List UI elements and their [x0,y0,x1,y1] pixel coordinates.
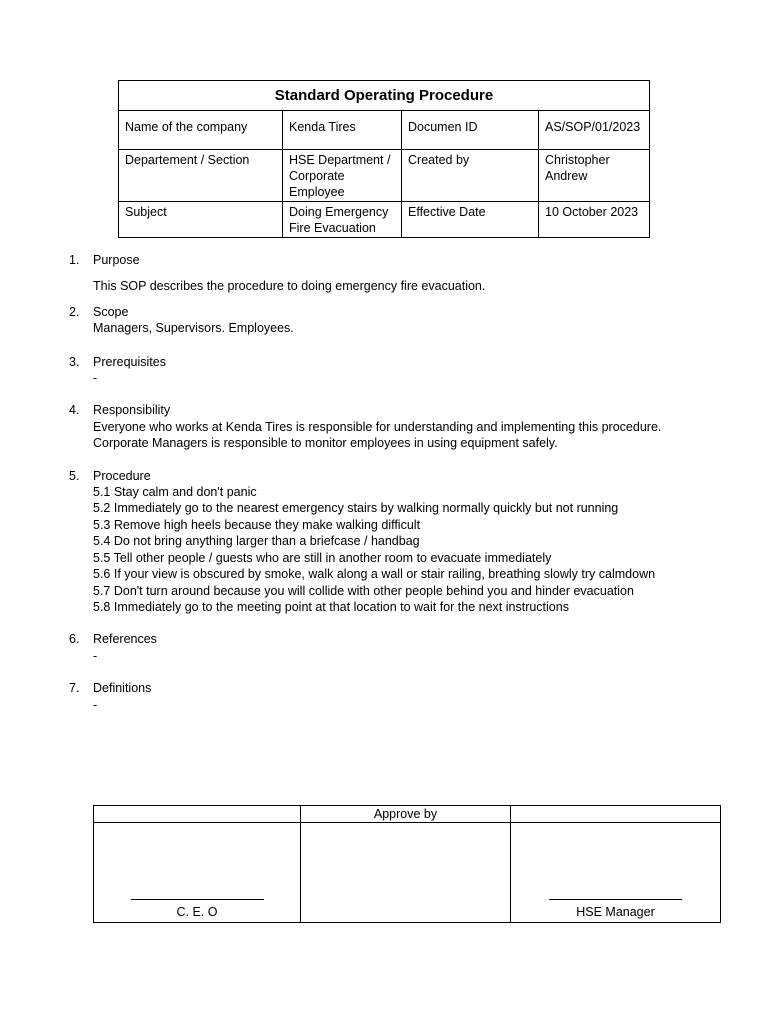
label-subject: Subject [119,202,283,238]
approval-header-cell [94,806,301,823]
section-prerequisites [0,354,768,387]
section-title: Purpose [93,253,140,267]
procedure-step: 5.8 Immediately go to the meeting point at that location to wait for the next instructions [93,599,569,614]
section-procedure [0,468,768,616]
section-number: 4. [69,403,80,418]
signature-line [549,899,682,900]
section-text: Managers, Supervisors. Employees. [93,321,294,336]
value-department: HSE Department / Corporate Employee [283,150,402,202]
value-document-id: AS/SOP/01/2023 [539,111,650,150]
section-number: 1. [69,253,80,267]
label-created-by: Created by [402,150,539,202]
section-title: Procedure [93,468,151,483]
signature-cell-hse-manager [511,823,721,923]
section-title: Prerequisites [93,354,166,369]
label-document-id: Documen ID [402,111,539,150]
header-row-subject [119,202,650,238]
section-definitions [0,680,768,713]
section-number: 7. [69,681,80,696]
section-number: 2. [69,304,80,319]
label-effective-date: Effective Date [402,202,539,238]
section-title: Scope [93,304,129,319]
procedure-step: 5.1 Stay calm and don't panic [93,485,257,500]
signer-title: C. E. O [176,905,218,919]
section-text: - [93,648,98,663]
label-company-name: Name of the company [119,111,283,150]
section-scope [0,304,768,337]
value-company-name: Kenda Tires [283,111,402,150]
section-text: This SOP describes the procedure to doing emergency fire evacuation. [93,279,486,294]
value-subject: Doing Emergency Fire Evacuation [283,202,402,238]
signer-title: HSE Manager [576,905,655,919]
signature-line [131,899,264,900]
procedure-step: 5.6 If your view is obscured by smoke, walk along a wall or stair railing, breathing slowly try calmdown [93,567,656,582]
value-effective-date: 10 October 2023 [539,202,650,238]
signature-cell-empty [301,823,511,923]
label-department: Departement / Section [119,150,283,202]
approval-table [93,805,721,923]
section-responsibility [0,402,768,451]
section-number: 6. [69,632,80,647]
sop-header-table [118,80,650,238]
section-number: 5. [69,468,80,483]
value-created-by: Christopher Andrew [539,150,650,202]
section-title: Definitions [93,681,152,696]
procedure-step: 5.2 Immediately go to the nearest emergency stairs by walking normally quickly but not running [93,501,619,516]
signature-cell-ceo [94,823,301,923]
section-references [0,631,768,664]
document-title: Standard Operating Procedure [119,81,650,111]
section-text: - [93,371,98,386]
approval-header-cell [511,806,721,823]
section-number: 3. [69,354,80,369]
procedure-step: 5.7 Don't turn around because you will collide with other people behind you and hinder evacuation [93,583,634,598]
section-text-line: Everyone who works at Kenda Tires is responsible for understanding and implementing this procedure. [93,419,662,434]
header-row-company [119,111,650,150]
section-purpose [0,252,768,295]
procedure-step: 5.4 Do not bring anything larger than a briefcase / handbag [93,534,420,549]
header-row-department [119,150,650,202]
sop-sections [0,252,768,713]
section-title: References [93,632,157,647]
section-text-line: Corporate Managers is responsible to monitor employees in using equipment safely. [93,436,558,451]
procedure-step: 5.3 Remove high heels because they make walking difficult [93,517,421,532]
section-title: Responsibility [93,403,171,418]
procedure-step: 5.5 Tell other people / guests who are still in another room to evacuate immediately [93,550,552,565]
approval-heading: Approve by [301,806,511,823]
section-text: - [93,697,98,712]
